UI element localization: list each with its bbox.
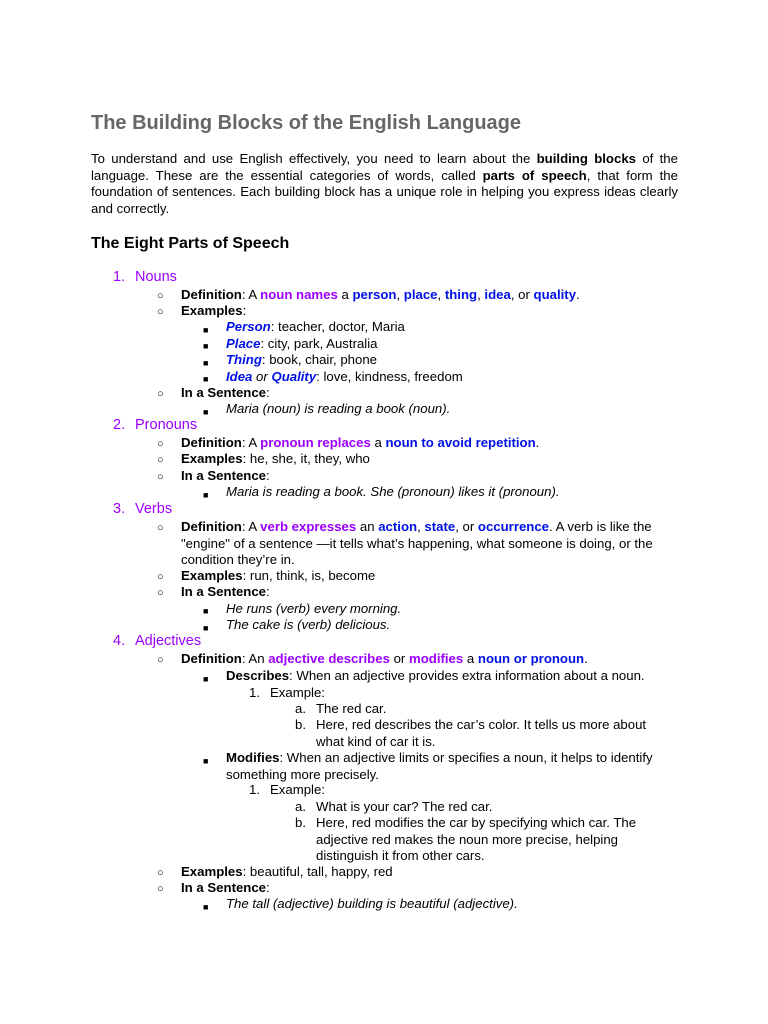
text: pronoun replaces	[260, 435, 371, 450]
text: Quality	[271, 369, 317, 384]
text: In a Sentence	[181, 385, 267, 400]
highlight-place: place	[403, 287, 438, 302]
intro-text: To understand and use English effectively, you need to learn about the	[91, 151, 537, 166]
text: occurrence	[477, 519, 550, 534]
text: a	[337, 287, 353, 302]
square-bullet: ■	[203, 407, 209, 417]
text: . A verb is like the	[549, 519, 652, 534]
circle-bullet: ○	[157, 522, 164, 534]
modifies-example-b-line2: adjective red makes the noun more precise, helping	[316, 832, 619, 847]
text: noun to avoid repetition	[385, 435, 536, 450]
pronouns-examples	[181, 451, 370, 468]
square-bullet: ■	[203, 606, 209, 616]
nouns-definition	[181, 287, 580, 304]
text: :	[242, 303, 247, 318]
highlight-idea: idea	[484, 287, 511, 302]
list-number: 1.	[249, 685, 260, 700]
text: .	[576, 287, 580, 302]
nouns-examples-label	[181, 303, 246, 320]
section-heading: The Eight Parts of Speech	[91, 235, 290, 252]
text: ,	[417, 519, 425, 534]
text: : city, park, Australia	[260, 336, 378, 351]
text: ,	[396, 287, 404, 302]
adjectives-definition	[181, 651, 588, 668]
circle-bullet: ○	[157, 471, 164, 483]
text: Thing	[226, 352, 262, 367]
text: state	[424, 519, 456, 534]
square-bullet: ■	[203, 325, 209, 335]
text: an	[356, 519, 379, 534]
square-bullet: ■	[203, 756, 209, 766]
circle-bullet: ○	[157, 306, 164, 318]
text: :	[266, 468, 270, 483]
text: : A	[241, 435, 261, 450]
text: Person	[226, 319, 271, 334]
text: Definition	[181, 651, 242, 666]
intro-text: of the language. These are the essential categories of words, called	[91, 151, 678, 183]
text: In a Sentence	[181, 880, 267, 895]
verbs-sentence-label	[181, 584, 270, 601]
text: verb expresses	[260, 519, 357, 534]
verbs-definition-line1	[181, 519, 652, 536]
examples-label: Examples	[181, 303, 243, 318]
text: modifies	[408, 651, 464, 666]
circle-bullet: ○	[157, 867, 164, 879]
circle-bullet: ○	[157, 654, 164, 666]
list-number: 1.	[113, 269, 126, 285]
text: : An	[241, 651, 269, 666]
text: ,	[477, 287, 485, 302]
square-bullet: ■	[203, 623, 209, 633]
highlight-quality: quality	[533, 287, 577, 302]
circle-bullet: ○	[157, 290, 164, 302]
nouns-example-place	[226, 336, 378, 353]
section-nouns-title: Nouns	[135, 269, 177, 285]
text: a	[463, 651, 478, 666]
text: :	[266, 584, 270, 599]
text: : A	[241, 519, 261, 534]
text: : run, think, is, become	[242, 568, 376, 583]
list-number: 3.	[113, 501, 126, 517]
pronouns-sentence: Maria is reading a book. She (pronoun) likes it (pronoun).	[226, 484, 560, 499]
square-bullet: ■	[203, 490, 209, 500]
list-number: 4.	[113, 633, 126, 649]
modifies-example-b-line3: distinguish it from other cars.	[316, 848, 485, 863]
nouns-sentence-label	[181, 385, 270, 402]
nouns-example-thing	[226, 352, 377, 369]
adjectives-examples	[181, 864, 393, 881]
adjectives-sentence-label	[181, 880, 270, 897]
text: : A	[241, 287, 261, 302]
text: Place	[226, 336, 261, 351]
intro-bold-parts-of-speech: parts of speech	[482, 167, 587, 183]
list-letter: a.	[295, 701, 306, 716]
pronouns-sentence-label	[181, 468, 270, 485]
verbs-definition-line2: "engine" of a sentence —it tells what’s happening, what someone is doing, or the	[181, 536, 653, 551]
highlight-noun-names: noun names	[260, 287, 338, 302]
text: , or	[455, 519, 478, 534]
highlight-thing: thing	[444, 287, 478, 302]
text: :	[266, 880, 270, 895]
list-letter: b.	[295, 815, 306, 830]
text: Definition	[181, 519, 242, 534]
section-verbs-title: Verbs	[135, 501, 173, 517]
highlight-person: person	[352, 287, 397, 302]
intro-bold-building-blocks: building blocks	[536, 151, 636, 166]
text: , or	[510, 287, 534, 302]
nouns-example-person	[226, 319, 405, 336]
text: Examples	[181, 568, 243, 583]
text: adjective describes	[268, 651, 390, 666]
example-label: Example:	[270, 685, 325, 700]
text: or	[252, 369, 272, 384]
square-bullet: ■	[203, 374, 209, 384]
text: Examples	[181, 451, 243, 466]
nouns-example-idea	[226, 369, 463, 386]
text: ,	[437, 287, 445, 302]
text: : beautiful, tall, happy, red	[242, 864, 393, 879]
text: : teacher, doctor, Maria	[270, 319, 405, 334]
text: :	[266, 385, 270, 400]
list-number: 2.	[113, 417, 126, 433]
text: Idea	[226, 369, 253, 384]
adjectives-sentence: The tall (adjective) building is beautiful (adjective).	[226, 896, 518, 911]
square-bullet: ■	[203, 674, 209, 684]
section-adjectives-title: Adjectives	[135, 633, 202, 649]
text: : When an adjective limits or specifies a noun, it helps to identify	[279, 750, 653, 765]
square-bullet: ■	[203, 902, 209, 912]
modifies-example-a: What is your car? The red car.	[316, 799, 493, 814]
text: action	[378, 519, 418, 534]
definition-label: Definition	[181, 287, 242, 302]
text: noun or pronoun	[477, 651, 585, 666]
text: : love, kindness, freedom	[316, 369, 463, 384]
circle-bullet: ○	[157, 438, 164, 450]
circle-bullet: ○	[157, 454, 164, 466]
section-pronouns-title: Pronouns	[135, 417, 198, 433]
describes-example-b-line1: Here, red describes the car’s color. It tells us more about	[316, 717, 647, 732]
square-bullet: ■	[203, 358, 209, 368]
modifies-example-b-line1: Here, red modifies the car by specifying which car. The	[316, 815, 637, 830]
verbs-sentence-1: He runs (verb) every morning.	[226, 601, 402, 616]
text: In a Sentence	[181, 584, 267, 599]
text: : book, chair, phone	[261, 352, 377, 367]
text: Examples	[181, 864, 243, 879]
list-letter: b.	[295, 717, 306, 732]
page-title: The Building Blocks of the English Language	[91, 112, 522, 134]
text: a	[370, 435, 386, 450]
circle-bullet: ○	[157, 587, 164, 599]
text: In a Sentence	[181, 468, 267, 483]
intro-text: , that form the foundation of sentences. Each building block has a unique role in helping you express ideas clearly and correctly.	[91, 167, 678, 216]
adjectives-describes	[226, 668, 645, 685]
intro-paragraph	[91, 151, 678, 217]
list-letter: a.	[295, 799, 306, 814]
circle-bullet: ○	[157, 883, 164, 895]
nouns-sentence: Maria (noun) is reading a book (noun).	[226, 401, 451, 416]
text: or	[389, 651, 409, 666]
circle-bullet: ○	[157, 388, 164, 400]
text: : When an adjective provides extra information about a noun.	[289, 668, 645, 683]
circle-bullet: ○	[157, 571, 164, 583]
text: Describes	[226, 668, 290, 683]
verbs-sentence-2: The cake is (verb) delicious.	[226, 617, 391, 632]
text: Definition	[181, 435, 242, 450]
list-number: 1.	[249, 782, 260, 797]
describes-example-b-line2: what kind of car it is.	[316, 734, 436, 749]
verbs-examples	[181, 568, 375, 585]
verbs-definition-line3: condition they’re in.	[181, 552, 295, 567]
describes-example-a: The red car.	[316, 701, 387, 716]
text: .	[584, 651, 588, 666]
text: .	[535, 435, 540, 450]
text: Modifies	[226, 750, 280, 765]
pronouns-definition	[181, 435, 539, 452]
square-bullet: ■	[203, 341, 209, 351]
text: : he, she, it, they, who	[242, 451, 370, 466]
example-label: Example:	[270, 782, 325, 797]
adjectives-modifies-line2: something more precisely.	[226, 767, 379, 782]
adjectives-modifies-line1	[226, 750, 653, 767]
